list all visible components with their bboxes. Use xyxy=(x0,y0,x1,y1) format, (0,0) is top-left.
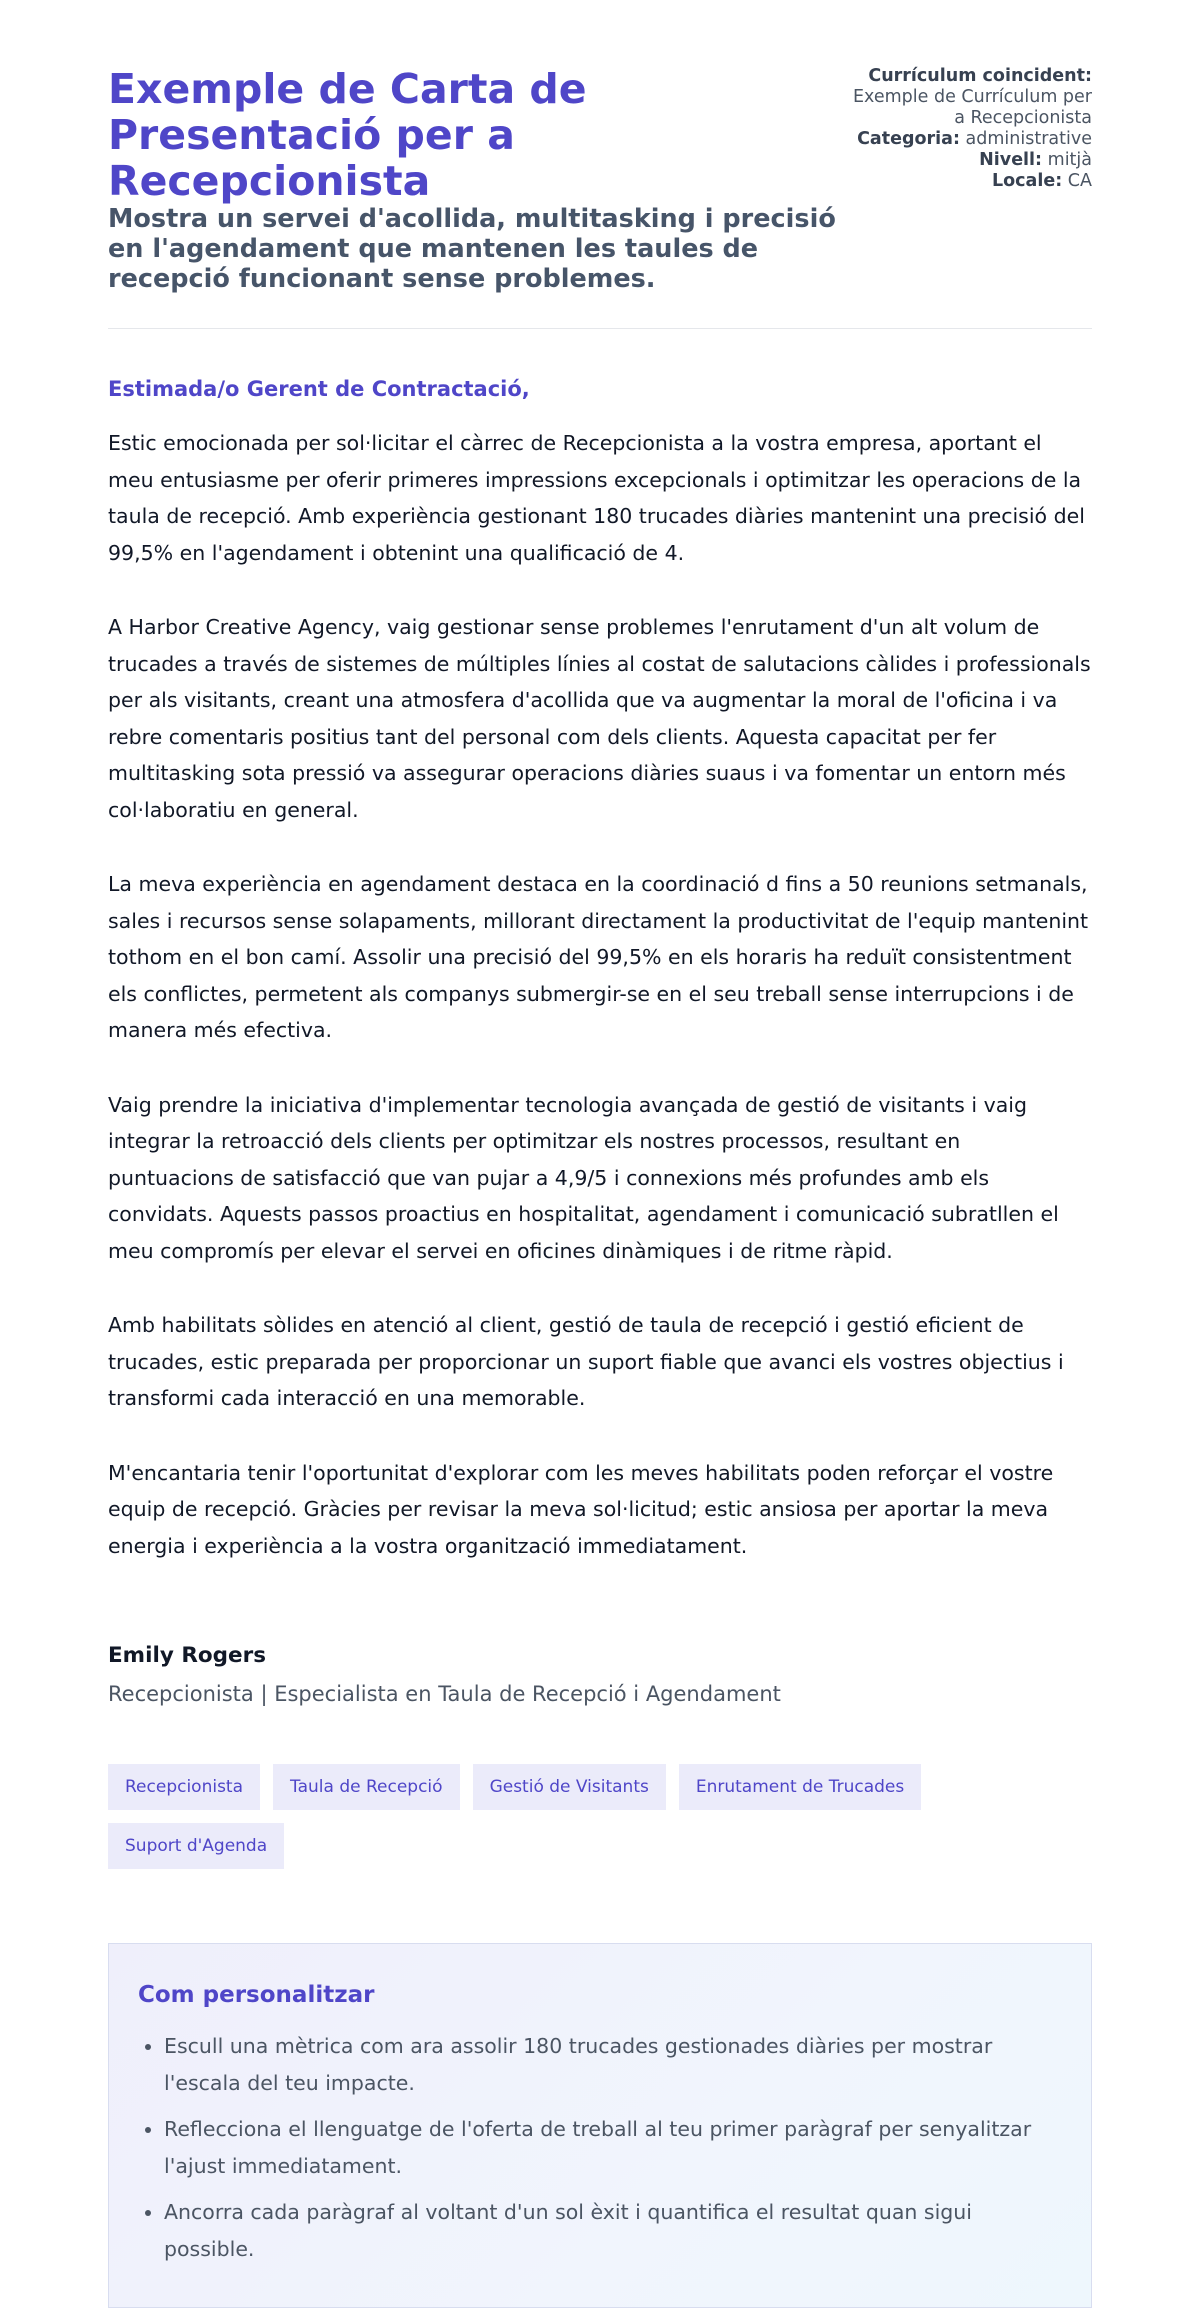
tip-item: • Reflecciona el llenguatge de l'oferta de treball al teu primer paràgraf per senyalitzar l'ajust immediatament. xyxy=(164,2111,1062,2184)
meta-level-value: mitjà xyxy=(1047,150,1092,170)
tip-item: • Escull una mètrica com ara assolir 180 trucades gestionades diàries per mostrar l'escala del teu impacte. xyxy=(164,2028,1062,2101)
meta-locale xyxy=(841,171,1092,192)
skill-tag: Taula de Recepció xyxy=(273,1764,460,1810)
meta-panel xyxy=(841,66,1092,192)
letter-paragraph: La meva experiència en agendament destaca en la coordinació d fins a 50 reunions setmanals, sales i recursos sense solapaments, millorant directament la productivitat de l'equip mantenint tothom en el bon camí. Assolir una precisió del 99,5% en els horaris ha reduït consistentment els conflictes, permetent als companys submergir-se en el seu treball sense interrupcions i de manera més efectiva. xyxy=(108,872,1089,1042)
meta-resume-value: Exemple de Currículum per a Recepcionista xyxy=(852,87,1092,128)
tips-title: Com personalitzar xyxy=(138,1982,375,2008)
tip-item: • Ancorra cada paràgraf al voltant d'un sol èxit i quantifica el resultat quan sigui possible. xyxy=(164,2194,1062,2267)
meta-resume xyxy=(841,66,1092,129)
header-titles xyxy=(108,66,841,294)
signature-title: Recepcionista | Especialista en Taula de Recepció i Agendament xyxy=(108,1682,781,1706)
skill-tags xyxy=(108,1764,1092,1882)
page-header xyxy=(108,66,1092,329)
signature-name: Emily Rogers xyxy=(108,1643,267,1668)
meta-resume-key: Currículum coincident: xyxy=(868,66,1092,86)
letter-paragraph: Estic emocionada per sol·licitar el càrrec de Recepcionista a la vostra empresa, aportant el meu entusiasme per oferir primeres impressions excepcionals i optimitzar les operacions de la taula de recepció. Amb experiència gestionant 180 trucades diàries mantenint una precisió del 99,5% en l'agendament i obtenint una qualificació de 4. xyxy=(108,431,1085,565)
customization-tips-box xyxy=(108,1943,1092,2308)
meta-category-value: administrative xyxy=(965,129,1092,149)
skill-tag: Enrutament de Trucades xyxy=(679,1764,921,1810)
skill-tag: Gestió de Visitants xyxy=(473,1764,666,1810)
salutation: Estimada/o Gerent de Contractació, xyxy=(108,377,530,401)
page-title: Exemple de Carta de Presentació per a Recepcionista xyxy=(108,65,587,205)
letter-paragraph: A Harbor Creative Agency, vaig gestionar sense problemes l'enrutament d'un alt volum de trucades a través de sistemes de múltiples línies al costat de salutacions càlides i professionals per als visitants, creant una atmosfera d'acollida que va augmentar la moral de l'oficina i va rebre comentaris positius tant del personal com dels clients. Aquesta capacitat per fer multitasking sota pressió va assegurar operacions diàries suaus i va fomentar un entorn més col·laboratiu en general. xyxy=(108,615,1091,822)
letter-paragraph: M'encantaria tenir l'oportunitat d'explorar com les meves habilitats poden reforçar el vostre equip de recepció. Gràcies per revisar la meva sol·licitud; estic ansiosa per aportar la meva energia i experiència a la vostra organització immediatament. xyxy=(108,1460,1054,1558)
page-subtitle: Mostra un servei d'acollida, multitasking i precisió en l'agendament que mantenen les taules de recepció funcionant sense problemes. xyxy=(108,204,836,294)
meta-locale-value: CA xyxy=(1067,171,1092,191)
meta-category-key: Categoria: xyxy=(857,129,960,149)
meta-level-key: Nivell: xyxy=(979,150,1043,170)
meta-level xyxy=(841,150,1092,171)
tips-list xyxy=(138,2028,1062,2267)
signature-block xyxy=(108,1642,1092,1708)
letter-paragraph: Vaig prendre la iniciativa d'implementar tecnologia avançada de gestió de visitants i vaig integrar la retroacció dels clients per optimitzar els nostres processos, resultant en puntuacions de satisfacció que van pujar a 4,9/5 i connexions més profundes amb els convidats. Aquests passos proactius en hospitalitat, agendament i comunicació subratllen el meu compromís per elevar el servei en oficines dinàmiques i de ritme ràpid. xyxy=(108,1092,1059,1263)
skill-tag: Suport d'Agenda xyxy=(108,1823,284,1869)
skill-tag: Recepcionista xyxy=(108,1764,260,1810)
letter-paragraph: Amb habilitats sòlides en atenció al client, gestió de taula de recepció i gestió eficient de trucades, estic preparada per proporcionar un suport fiable que avanci els vostres objectius i transformi cada interacció en una memorable. xyxy=(108,1313,1064,1410)
meta-locale-key: Locale: xyxy=(991,171,1063,191)
letter-body xyxy=(108,329,1092,2308)
meta-category xyxy=(841,129,1092,150)
